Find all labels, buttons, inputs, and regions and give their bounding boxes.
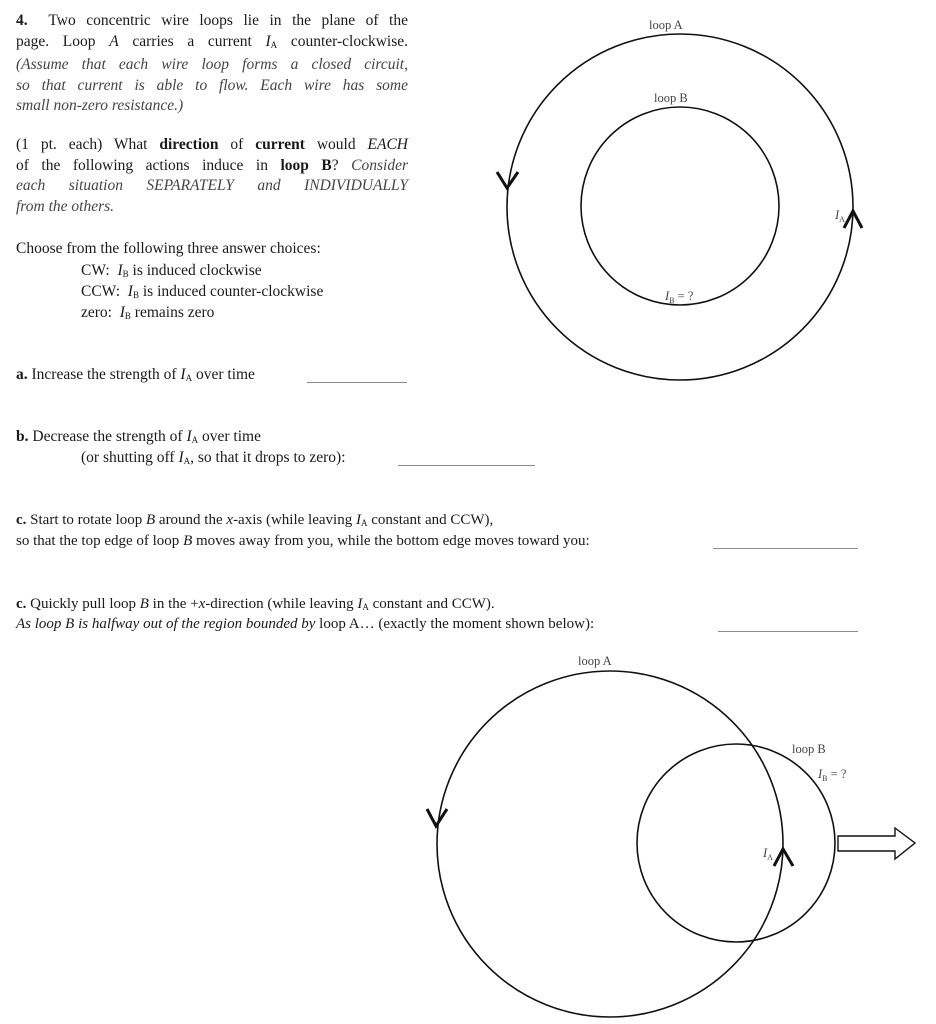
instructions-line-3: each situation SEPARATELY and INDIVIDUALLY [16, 177, 408, 194]
loop-b-label: loop B [654, 91, 688, 105]
intro-line-1: 4. Two concentric wire loops lie in the plane of the [16, 12, 408, 29]
loop-a-circle [507, 34, 853, 380]
intro-line-3: (Assume that each wire loop forms a closed circuit, [16, 56, 408, 73]
arrow-down-icon-2 [427, 809, 447, 826]
question-a: a. Increase the strength of $I_A$ over time [16, 366, 255, 383]
arrow-up-icon-2 [774, 849, 793, 866]
instructions-line-4: from the others. [16, 197, 115, 215]
choice-ccw: CCW: $I_B$ is induced counter-clockwise [81, 283, 324, 300]
intro-line-5: small non-zero resistance.) [16, 97, 184, 114]
loop-b-label-2: loop B [792, 742, 826, 756]
question-b-line-2: (or shutting off $I_A$, so that it drops to zero): [81, 449, 346, 466]
ia-label: $I_A$ [835, 208, 845, 224]
arrow-down-icon [497, 172, 518, 188]
loop-b-circle-2 [637, 744, 835, 942]
question-c-rotate: c. Start to rotate loop B around the x-axis (while leaving $I_A$ constant and CCW), [16, 512, 494, 528]
diagram-concentric [497, 34, 862, 380]
problem-number: 4. [16, 12, 28, 29]
question-c-rotate-line-2: so that the top edge of loop B moves away from you, while the bottom edge moves toward you: [16, 533, 590, 549]
loop-a-circle-2 [437, 671, 783, 1017]
loop-a-label: loop A [649, 18, 683, 32]
choice-zero: zero: $I_B$ remains zero [81, 304, 215, 321]
intro-line-2: page. Loop A carries a current $I_A$ counter-clockwise. [16, 32, 408, 50]
ib-label: $I_B$ = ? [665, 289, 694, 305]
question-c-pull: c. Quickly pull loop B in the +x-direction (while leaving $I_A$ constant and CCW). [16, 596, 495, 612]
question-b: b. Decrease the strength of $I_A$ over time [16, 428, 261, 445]
loop-a-label-2: loop A [578, 654, 612, 668]
loop-b-circle [581, 107, 779, 305]
instructions-line-2: of the following actions induce in loop B? Consider [16, 156, 408, 174]
question-c-pull-line-2: As loop B is halfway out of the region bounded by loop A… (exactly the moment shown below): [16, 616, 595, 632]
intro-line-4: so that current is able to flow. Each wire has some [16, 76, 408, 94]
ia-label-2: $I_A$ [763, 846, 773, 862]
instructions-line-1: (1 pt. each) What direction of current would EACH [16, 136, 408, 153]
motion-arrow-right-icon [838, 828, 915, 859]
choice-cw: CW: $I_B$ is induced clockwise [81, 262, 262, 279]
ib-label-2: $I_B$ = ? [818, 767, 847, 783]
diagram-offset [427, 671, 915, 1017]
choices-heading: Choose from the following three answer choices: [16, 240, 321, 257]
